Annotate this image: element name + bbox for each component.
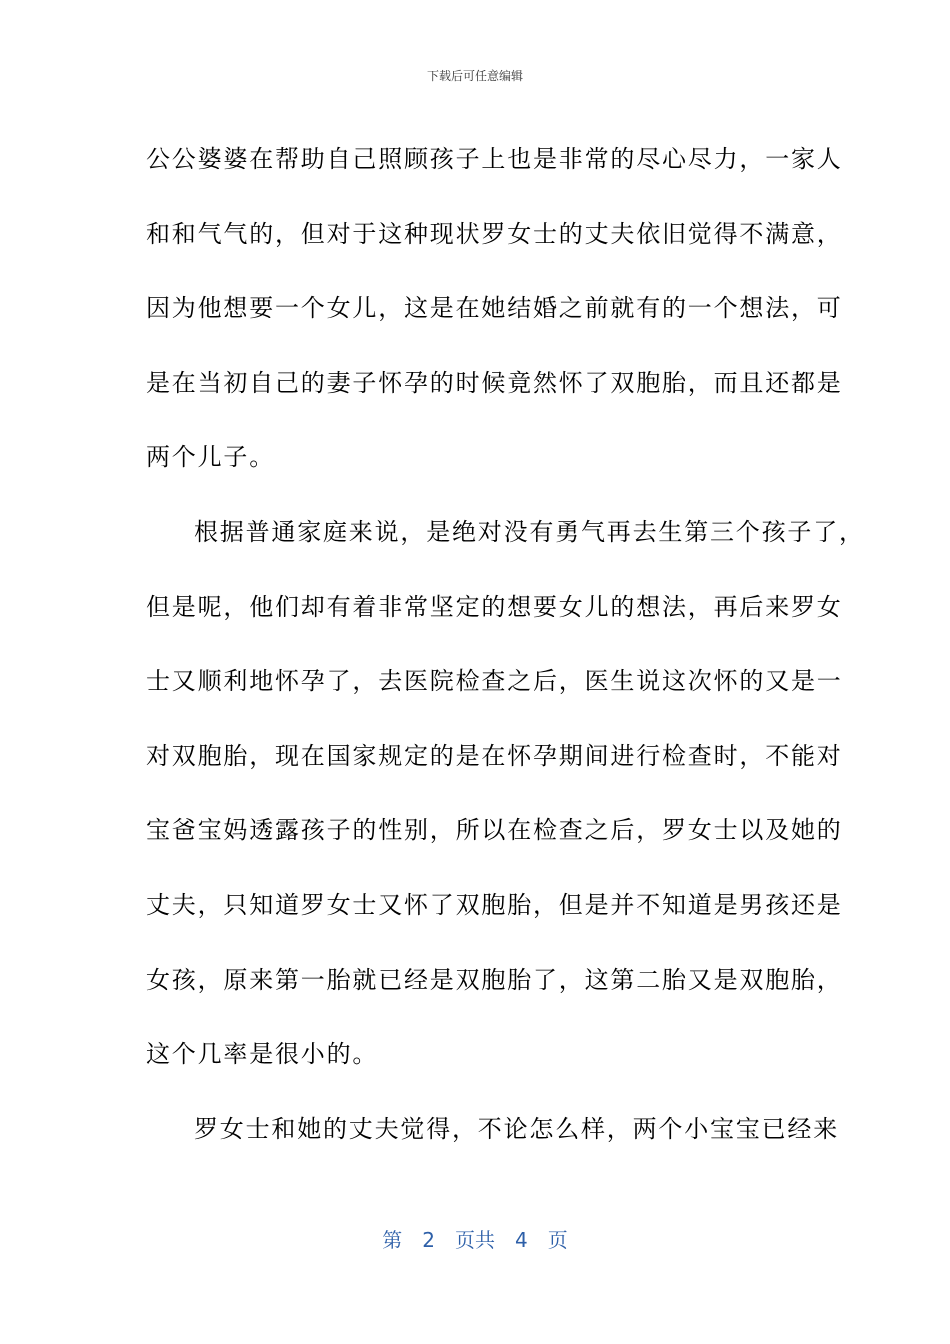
text-line: 是在当初自己的妻子怀孕的时候竟然怀了双胞胎，而且还都是 bbox=[146, 368, 843, 397]
footer-prefix: 第 bbox=[382, 1228, 403, 1252]
text-line: 士又顺利地怀孕了，去医院检查之后，医生说这次怀的又是一 bbox=[146, 667, 843, 696]
text-line: 因为他想要一个女儿，这是在她结婚之前就有的一个想法，可 bbox=[146, 294, 843, 323]
footer-suffix: 页 bbox=[547, 1228, 568, 1252]
page-header: 下载后可任意编辑 bbox=[426, 69, 523, 83]
text-line: 两个儿子。 bbox=[146, 443, 275, 472]
text-line: 这个几率是很小的。 bbox=[146, 1040, 379, 1069]
text-line: 对双胞胎，现在国家规定的是在怀孕期间进行检查时，不能对 bbox=[146, 741, 843, 770]
page-footer bbox=[0, 1224, 950, 1253]
text-line: 和和气气的，但对于这种现状罗女士的丈夫依旧觉得不满意， bbox=[146, 219, 843, 248]
text-line: 宝爸宝妈透露孩子的性别，所以在检查之后，罗女士以及她的 bbox=[146, 816, 843, 845]
text-line: 女孩，原来第一胎就已经是双胞胎了，这第二胎又是双胞胎， bbox=[146, 965, 843, 994]
footer-total-pages: 4 bbox=[515, 1228, 528, 1252]
text-line: 丈夫，只知道罗女士又怀了双胞胎，但是并不知道是男孩还是 bbox=[146, 890, 843, 919]
text-line: 根据普通家庭来说，是绝对没有勇气再去生第三个孩子了， bbox=[194, 517, 865, 546]
text-line: 罗女士和她的丈夫觉得，不论怎么样，两个小宝宝已经来 bbox=[194, 1114, 839, 1143]
footer-page-number: 2 bbox=[422, 1228, 435, 1252]
text-line: 公公婆婆在帮助自己照顾孩子上也是非常的尽心尽力，一家人 bbox=[146, 145, 843, 173]
footer-middle: 页共 bbox=[455, 1228, 495, 1252]
text-line: 但是呢，他们却有着非常坚定的想要女儿的想法，再后来罗女 bbox=[146, 592, 843, 621]
body-text bbox=[146, 122, 865, 1166]
